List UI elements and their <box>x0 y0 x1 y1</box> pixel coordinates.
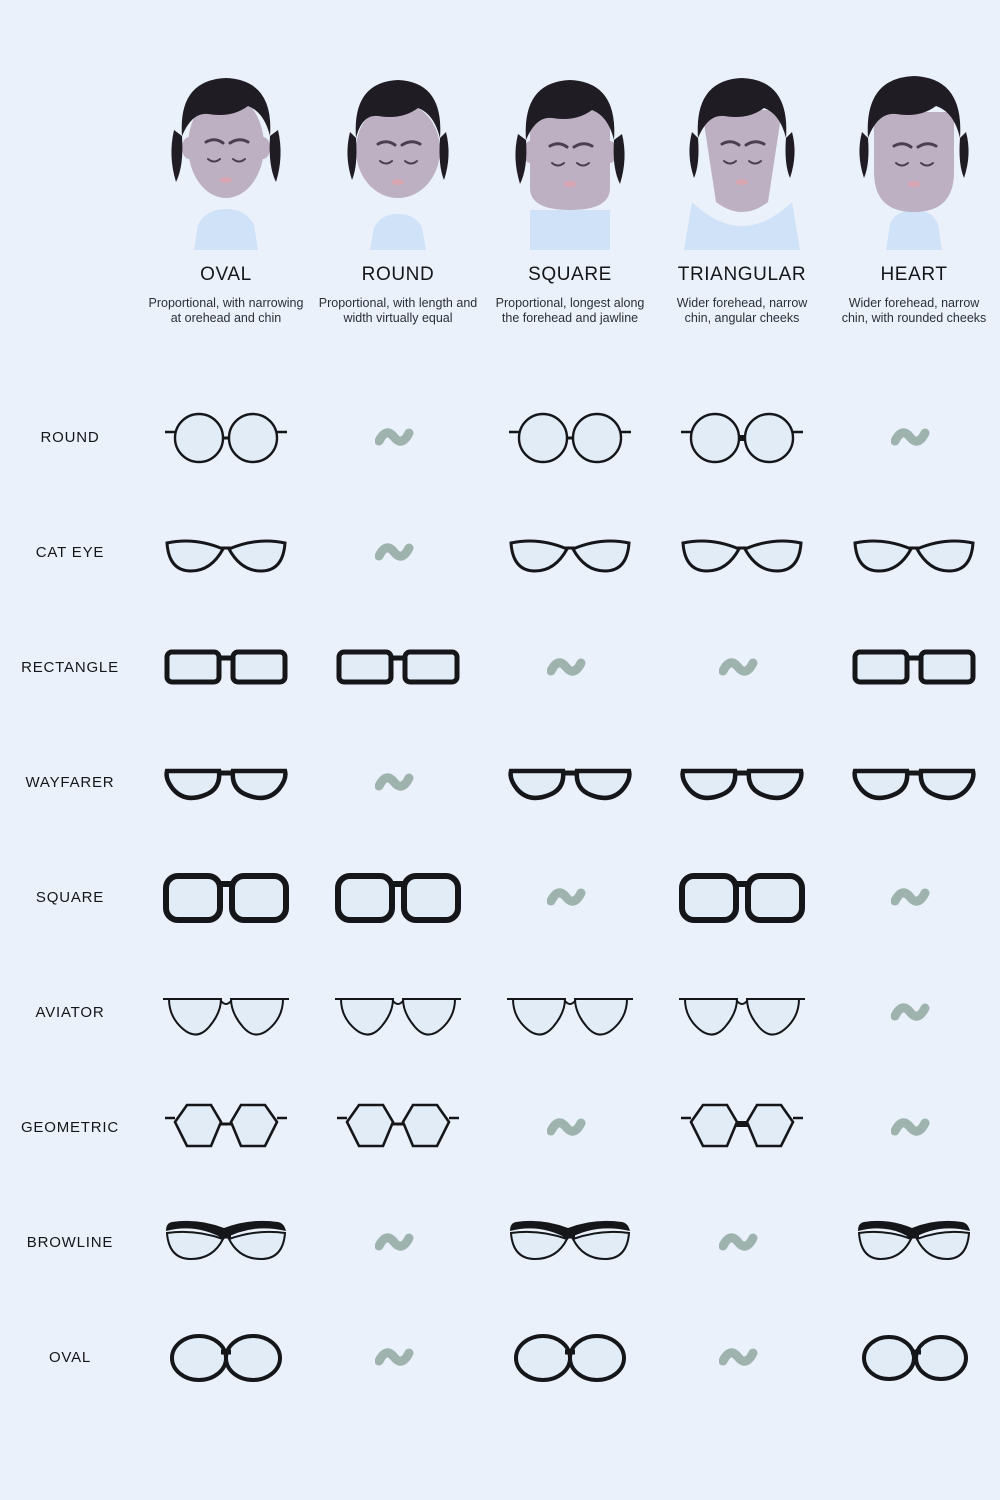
face-illustration-round <box>328 60 468 250</box>
cell-round-triangular <box>656 380 828 495</box>
tilde-icon <box>719 1226 765 1260</box>
cell-square-heart <box>828 840 1000 955</box>
glasses-icon-oval <box>505 1326 635 1390</box>
cell-round-heart <box>828 380 1000 495</box>
face-shapes-header <box>140 60 1000 326</box>
face-name-square: SQUARE <box>528 264 612 285</box>
glasses-icon-browline <box>505 1211 635 1275</box>
cell-geometric-square <box>484 1070 656 1185</box>
tilde-icon <box>375 536 421 570</box>
glasses-icon-aviator <box>333 981 463 1045</box>
cell-cat-eye-triangular <box>656 495 828 610</box>
tilde-icon <box>375 1226 421 1260</box>
cell-browline-heart <box>828 1185 1000 1300</box>
cell-geometric-round <box>312 1070 484 1185</box>
frame-row-aviator <box>0 955 1000 1070</box>
frame-row-label-round: ROUND <box>40 429 100 446</box>
cell-rectangle-heart <box>828 610 1000 725</box>
glasses-icon-rectangle <box>333 636 463 700</box>
face-column-round <box>312 60 484 326</box>
tilde-icon <box>719 651 765 685</box>
cell-browline-oval <box>140 1185 312 1300</box>
cell-square-oval <box>140 840 312 955</box>
cell-aviator-round <box>312 955 484 1070</box>
cell-cat-eye-oval <box>140 495 312 610</box>
cell-browline-triangular <box>656 1185 828 1300</box>
cell-round-square <box>484 380 656 495</box>
frame-row-square <box>0 840 1000 955</box>
compatibility-grid <box>0 380 1000 1415</box>
frame-row-rectangle <box>0 610 1000 725</box>
tilde-icon <box>375 1341 421 1375</box>
glasses-icon-aviator <box>505 981 635 1045</box>
glasses-icon-square <box>333 866 463 930</box>
tilde-icon <box>891 881 937 915</box>
frame-row-label-rectangle: RECTANGLE <box>21 659 119 676</box>
face-illustration-triangular <box>672 60 812 250</box>
cell-round-round <box>312 380 484 495</box>
cell-aviator-heart <box>828 955 1000 1070</box>
glasses-icon-browline <box>161 1211 291 1275</box>
frame-row-label-geometric: GEOMETRIC <box>20 1119 120 1136</box>
cell-cat-eye-square <box>484 495 656 610</box>
tilde-icon <box>891 1111 937 1145</box>
cell-wayfarer-triangular <box>656 725 828 840</box>
glasses-icon-geometric <box>333 1096 463 1160</box>
glasses-icon-round <box>505 406 635 470</box>
frame-row-browline <box>0 1185 1000 1300</box>
cell-browline-square <box>484 1185 656 1300</box>
cell-oval-heart <box>828 1300 1000 1415</box>
glasses-icon-round <box>677 406 807 470</box>
face-desc-heart: Wider forehead, narrow chin, with rounded cheeks <box>841 296 987 325</box>
cell-square-square <box>484 840 656 955</box>
frame-row-oval <box>0 1300 1000 1415</box>
glasses-icon-wayfarer <box>849 751 979 815</box>
frame-row-label-square: SQUARE <box>35 889 105 906</box>
cell-cat-eye-round <box>312 495 484 610</box>
glasses-icon-round <box>161 406 291 470</box>
frame-row-label-oval: OVAL <box>48 1349 92 1366</box>
face-name-round: ROUND <box>361 264 435 285</box>
cell-rectangle-triangular <box>656 610 828 725</box>
frame-row-label-browline: BROWLINE <box>26 1234 114 1251</box>
face-name-triangular: TRIANGULAR <box>677 264 807 285</box>
cell-oval-square <box>484 1300 656 1415</box>
face-column-heart <box>828 60 1000 326</box>
cell-browline-round <box>312 1185 484 1300</box>
face-name-heart: HEART <box>880 264 948 285</box>
face-illustration-oval <box>156 60 296 250</box>
glasses-icon-cat-eye <box>677 521 807 585</box>
glasses-icon-oval <box>161 1326 291 1390</box>
tilde-icon <box>547 881 593 915</box>
cell-wayfarer-round <box>312 725 484 840</box>
frame-row-label-aviator: AVIATOR <box>35 1004 105 1021</box>
face-desc-triangular: Wider forehead, narrow chin, angular cheeks <box>676 296 808 325</box>
glasses-icon-square <box>677 866 807 930</box>
face-desc-round: Proportional, with length and width virtually equal <box>318 296 478 325</box>
face-illustration-square <box>500 60 640 250</box>
frame-row-label-cat-eye: CAT EYE <box>35 544 105 561</box>
glasses-icon-oval <box>849 1326 979 1390</box>
face-illustration-heart <box>844 60 984 250</box>
tilde-icon <box>891 996 937 1030</box>
cell-rectangle-square <box>484 610 656 725</box>
glasses-icon-wayfarer <box>677 751 807 815</box>
cell-square-round <box>312 840 484 955</box>
glasses-icon-geometric <box>677 1096 807 1160</box>
cell-round-oval <box>140 380 312 495</box>
cell-geometric-oval <box>140 1070 312 1185</box>
face-column-square <box>484 60 656 326</box>
tilde-icon <box>891 421 937 455</box>
cell-wayfarer-heart <box>828 725 1000 840</box>
glasses-icon-wayfarer <box>161 751 291 815</box>
glasses-icon-cat-eye <box>849 521 979 585</box>
glasses-icon-cat-eye <box>505 521 635 585</box>
cell-aviator-oval <box>140 955 312 1070</box>
glasses-icon-square <box>161 866 291 930</box>
glasses-icon-rectangle <box>849 636 979 700</box>
cell-wayfarer-oval <box>140 725 312 840</box>
frame-row-wayfarer <box>0 725 1000 840</box>
cell-geometric-heart <box>828 1070 1000 1185</box>
frame-row-label-wayfarer: WAYFARER <box>25 774 115 791</box>
tilde-icon <box>719 1341 765 1375</box>
cell-aviator-square <box>484 955 656 1070</box>
tilde-icon <box>547 651 593 685</box>
glasses-icon-aviator <box>677 981 807 1045</box>
cell-square-triangular <box>656 840 828 955</box>
frame-row-geometric <box>0 1070 1000 1185</box>
tilde-icon <box>375 421 421 455</box>
cell-oval-round <box>312 1300 484 1415</box>
cell-oval-triangular <box>656 1300 828 1415</box>
glasses-icon-geometric <box>161 1096 291 1160</box>
face-column-triangular <box>656 60 828 326</box>
glasses-icon-cat-eye <box>161 521 291 585</box>
tilde-icon <box>547 1111 593 1145</box>
cell-wayfarer-square <box>484 725 656 840</box>
glasses-icon-browline <box>849 1211 979 1275</box>
cell-oval-oval <box>140 1300 312 1415</box>
cell-rectangle-round <box>312 610 484 725</box>
tilde-icon <box>375 766 421 800</box>
face-desc-oval: Proportional, with narrowing at orehead and chin <box>148 296 304 325</box>
frame-row-cat-eye <box>0 495 1000 610</box>
glasses-icon-rectangle <box>161 636 291 700</box>
frame-row-round <box>0 380 1000 495</box>
face-name-oval: OVAL <box>200 264 252 285</box>
face-desc-square: Proportional, longest along the forehead and jawline <box>495 296 645 325</box>
cell-cat-eye-heart <box>828 495 1000 610</box>
cell-aviator-triangular <box>656 955 828 1070</box>
cell-rectangle-oval <box>140 610 312 725</box>
cell-geometric-triangular <box>656 1070 828 1185</box>
face-column-oval <box>140 60 312 326</box>
glasses-icon-wayfarer <box>505 751 635 815</box>
glasses-icon-aviator <box>161 981 291 1045</box>
